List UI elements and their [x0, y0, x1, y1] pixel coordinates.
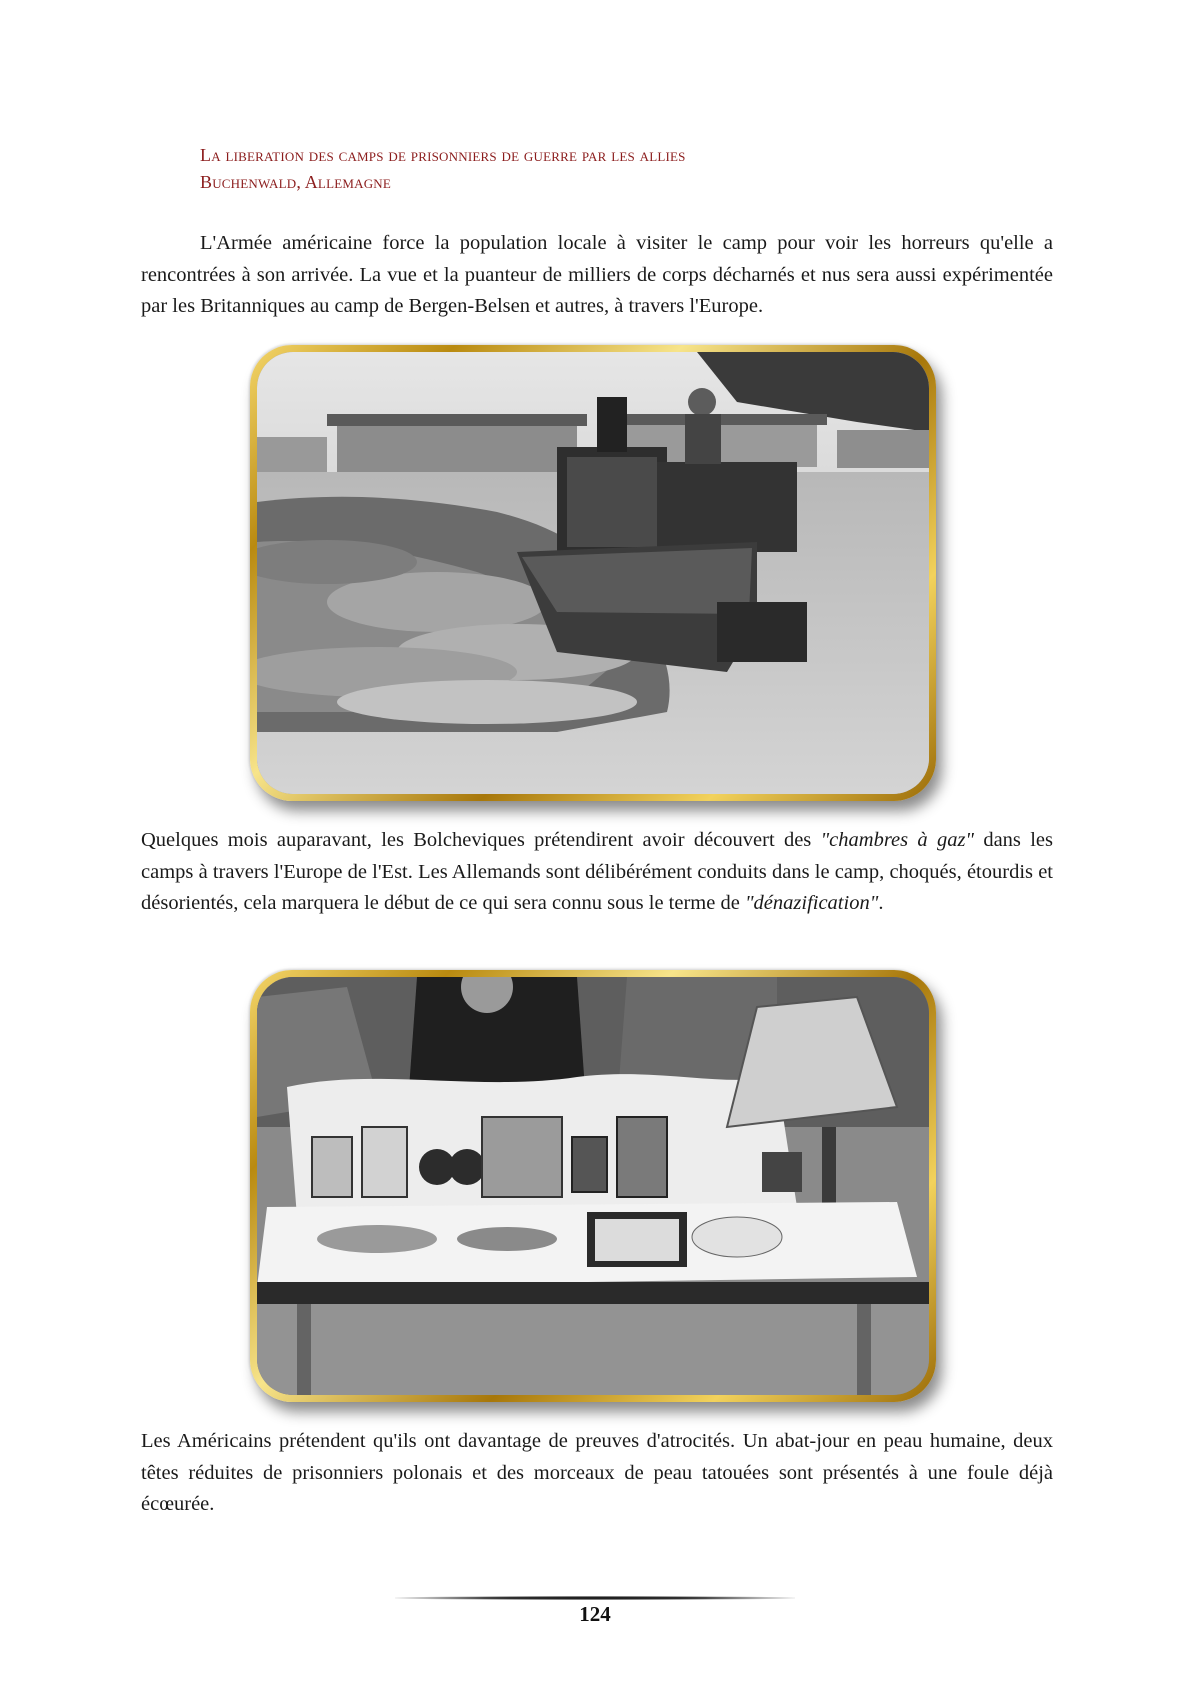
paragraph-2-part-b: dans les camps à travers l'Europe de l'Est. Les Allemands sont délibérément conduits dans le camp, choqués, étourdis et désorientés, cela marquera le début de ce qui sera connu sous le terme de: [141, 829, 1053, 914]
paragraph-1: L'Armée américaine force la population locale à visiter le camp pour voir les horreurs qu'elle a rencontrées à son arrivée. La vue et la puanteur de milliers de corps décharnés et nus sera aussi expérimentée par les Britanniques au camp de Bergen-Belsen et autres, à travers l'Europe.: [141, 232, 1053, 317]
photo-bulldozer-frame: [250, 345, 936, 801]
heading-line-1: La liberation des camps de prisonniers de guerre par les allies: [200, 145, 686, 165]
paragraph-3: Les Américains prétendent qu'ils ont davantage de preuves d'atrocités. Un abat-jour en peau humaine, deux têtes réduites de prisonniers polonais et des morceaux de peau tatouées sont présentés à une foule déjà écœurée.: [141, 1430, 1053, 1515]
photo-exhibit-image: [257, 977, 929, 1395]
heading-line-2: Buchenwald, Allemagne: [200, 172, 392, 192]
paragraph-2-part-c: .: [878, 892, 884, 914]
paragraph-2-part-a: Quelques mois auparavant, les Bolcheviques prétendirent avoir découvert des: [141, 829, 821, 851]
paragraph-2-emphasis-gas-chambers: "chambres à gaz": [820, 829, 975, 851]
photo-exhibit-table: [257, 977, 929, 1395]
section-heading: [200, 142, 1020, 196]
page-number: 124: [579, 1602, 611, 1626]
photo-exhibit-frame: [250, 970, 936, 1402]
paragraph-2: [141, 825, 1053, 920]
paragraph-2-emphasis-denazification: "dénazification": [744, 892, 879, 914]
footer-divider: [395, 1596, 795, 1600]
photo-bulldozer: [257, 352, 929, 794]
photo-bulldozer-image: [257, 352, 929, 794]
